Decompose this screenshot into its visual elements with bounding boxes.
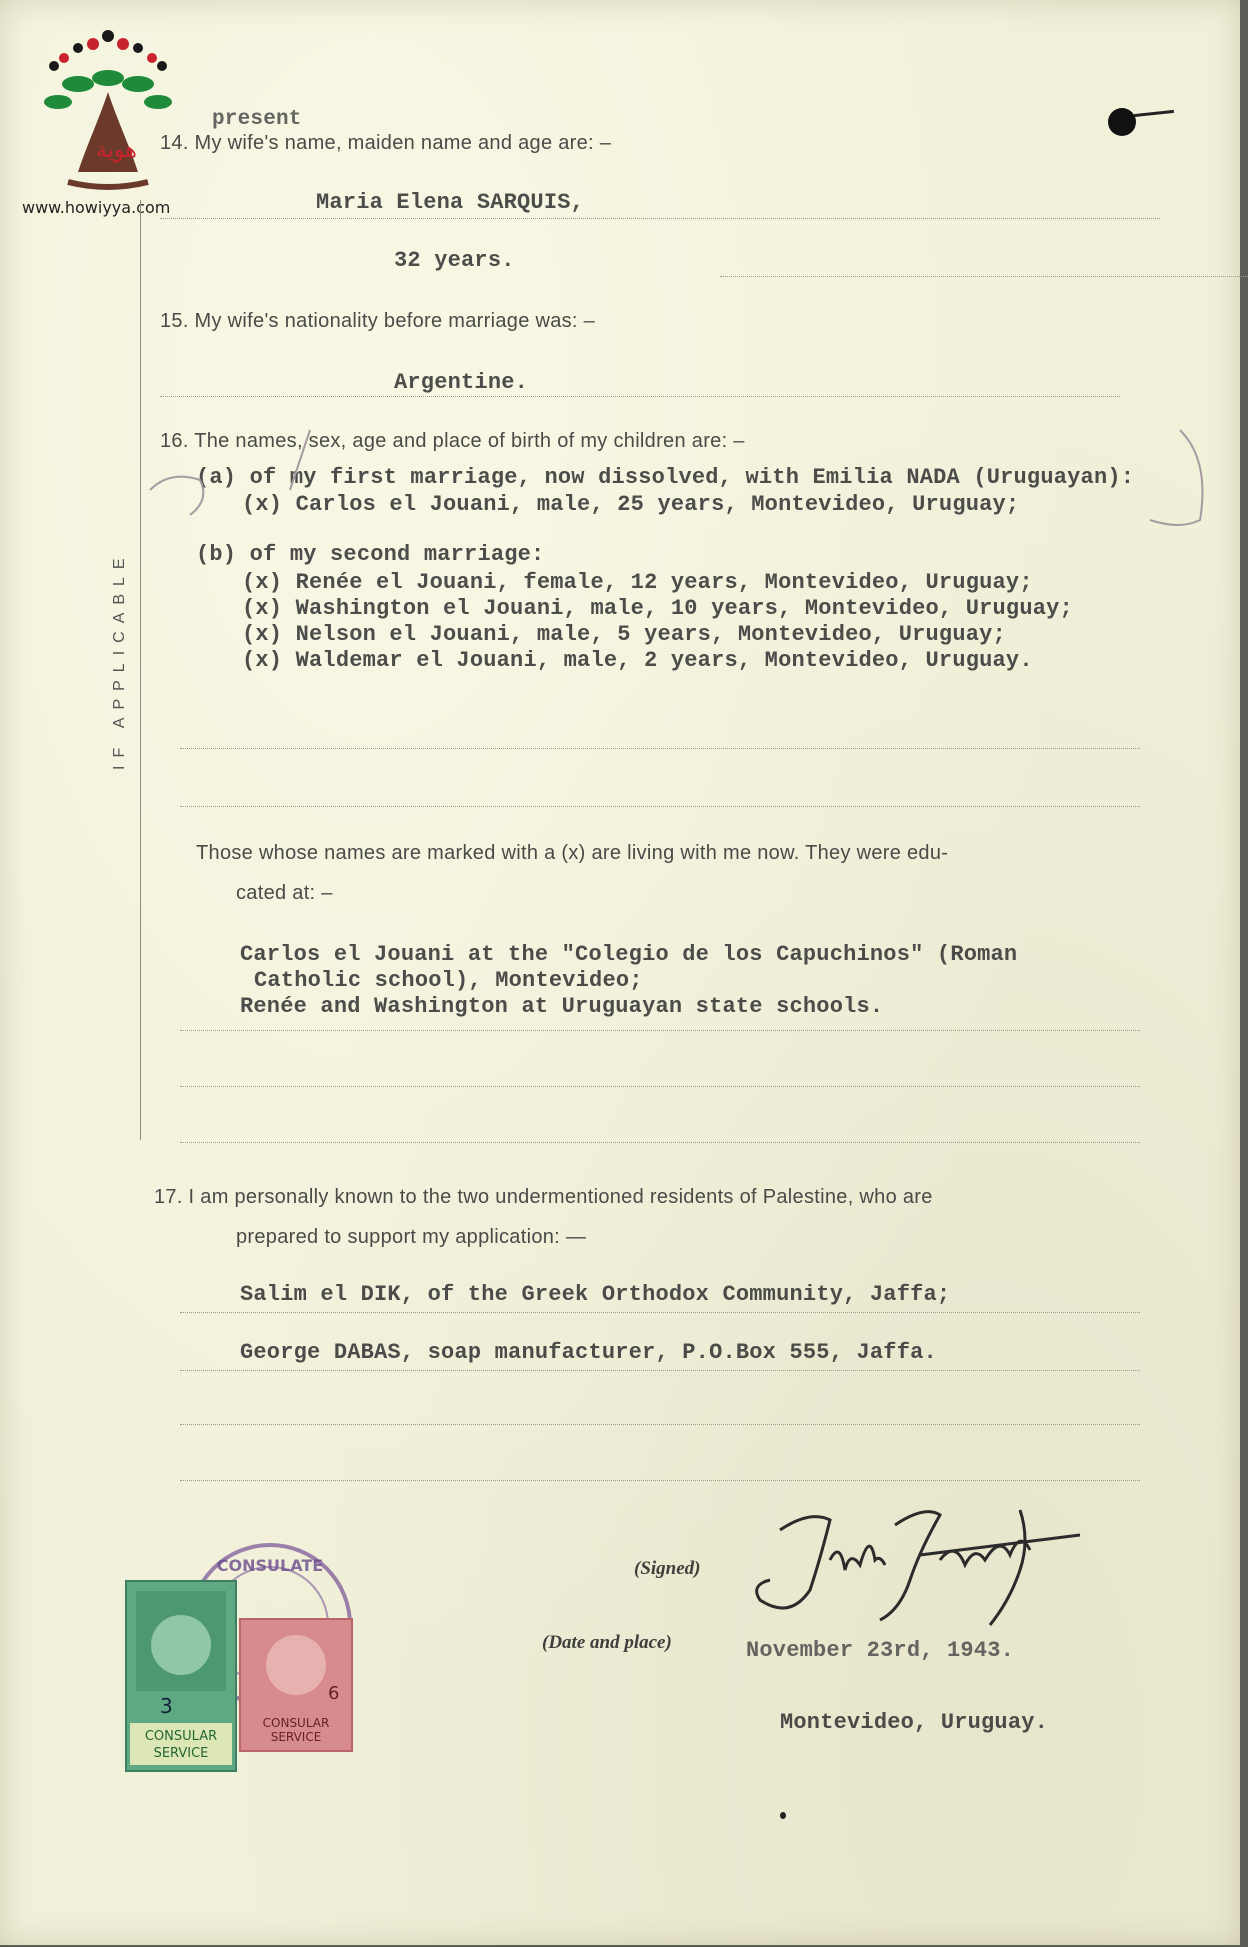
date-and-place-label: (Date and place) (542, 1632, 672, 1653)
q14-label: 14. My wife's name, maiden name and age are: – (160, 132, 612, 154)
green-stamp-caption-2: SERVICE (153, 1746, 209, 1761)
answer-line (720, 276, 1248, 277)
q17-label-line1: 17. I am personally known to the two undermentioned residents of Palestine, who are (154, 1186, 933, 1208)
answer-line (160, 218, 1160, 219)
q17-label-line2: prepared to support my application: — (236, 1226, 587, 1248)
education-renee-washington: Renée and Washington at Uruguayan state schools. (240, 994, 884, 1019)
answer-line (180, 1030, 1140, 1031)
watermark-url[interactable]: www.howiyya.com (22, 198, 171, 217)
answer-line (180, 1480, 1140, 1481)
q15-label: 15. My wife's nationality before marriage was: – (160, 310, 596, 332)
answer-line (180, 1370, 1140, 1371)
q16-child-washington: (x) Washington el Jouani, male, 10 years, Montevideo, Uruguay; (242, 596, 1073, 621)
consular-stamps (120, 1535, 360, 1775)
q16-child-nelson: (x) Nelson el Jouani, male, 5 years, Montevideo, Uruguay; (242, 622, 1006, 647)
q17-referee-2: George DABAS, soap manufacturer, P.O.Box 555, Jaffa. (240, 1340, 937, 1365)
overtyped-word-present: present (212, 108, 302, 131)
answer-line (160, 396, 1120, 397)
q16-child-carlos: (x) Carlos el Jouani, male, 25 years, Montevideo, Uruguay; (242, 492, 1020, 517)
signed-label: (Signed) (634, 1558, 701, 1579)
education-label-line2: cated at: – (236, 882, 333, 904)
signature-place: Montevideo, Uruguay. (780, 1710, 1049, 1735)
green-stamp-value: 3 (160, 1694, 173, 1718)
answer-line (180, 1086, 1140, 1087)
q17-referee-1: Salim el DIK, of the Greek Orthodox Community, Jaffa; (240, 1282, 951, 1307)
q15-answer: Argentine. (394, 370, 529, 395)
education-carlos: Carlos el Jouani at the "Colegio de los Capuchinos" (Roman (240, 942, 1018, 967)
q16-child-renee: (x) Renée el Jouani, female, 12 years, Montevideo, Uruguay; (242, 570, 1033, 595)
answer-line (180, 748, 1140, 749)
margin-label-if-applicable: IF APPLICABLE (111, 550, 128, 770)
answer-line (180, 1312, 1140, 1313)
punch-hole-mark (1134, 110, 1174, 117)
handwritten-signature (720, 1500, 1100, 1640)
red-stamp-caption-2: SERVICE (270, 1730, 322, 1744)
red-stamp-caption-1: CONSULAR (262, 1716, 330, 1730)
q16-line-b: (b) of my second marriage: (196, 542, 545, 567)
howiyya-tree-logo (18, 22, 198, 222)
q16-child-waldemar: (x) Waldemar el Jouani, male, 2 years, Montevideo, Uruguay. (242, 648, 1033, 673)
education-label-line1: Those whose names are marked with a (x) are living with me now. They were edu- (196, 842, 949, 864)
answer-line (180, 1142, 1140, 1143)
education-carlos-cont: Catholic school), Montevideo; (254, 968, 643, 993)
green-stamp-caption-1: CONSULAR (144, 1729, 218, 1744)
signature-date: November 23rd, 1943. (746, 1638, 1015, 1663)
red-stamp-value: 6 (328, 1683, 340, 1704)
svg-text:هوية: هوية (96, 138, 137, 163)
q14-wife-name: Maria Elena SARQUIS, (316, 190, 585, 215)
answer-line (180, 806, 1140, 807)
pencil-annotations (140, 420, 1240, 720)
ink-speck (780, 1812, 786, 1819)
punch-hole (1108, 108, 1136, 136)
answer-line (180, 1424, 1140, 1425)
q16-line-a: (a) of my first marriage, now dissolved, with Emilia NADA (Uruguayan): (196, 465, 1135, 490)
q16-label: 16. The names, sex, age and place of birth of my children are: – (160, 430, 745, 452)
seal-text: CONSULATE (216, 1556, 324, 1575)
q14-wife-age: 32 years. (394, 248, 515, 273)
